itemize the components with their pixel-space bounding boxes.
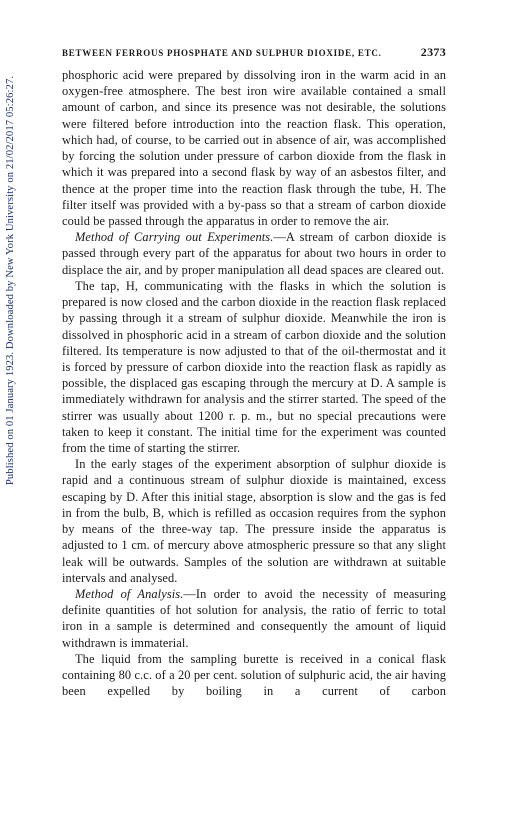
margin-download-notice — [4, 0, 18, 560]
section-heading-experiments: Method of Carrying out Experiments. — [75, 230, 274, 245]
paragraph-method-experiments — [62, 229, 446, 278]
section-heading-analysis: Method of Analysis. — [75, 587, 184, 601]
article-body — [62, 67, 446, 700]
page-header — [62, 45, 446, 61]
paragraph-sampling: The liquid from the sampling burette is received in a conical flask containing 80 c.c. of a 20 per cent. solution of sulphuric acid, the air having been expelled by boiling in a current of carbon — [62, 651, 446, 699]
paragraph-absorption: In the early stages of the experiment absorption of sulphur dioxide is rapid and a continuous stream of sulphur dioxide is maintained, excess escaping by D. After this initial stage, absorption is slow and the gas is fed in from the bulb, B, which is refilled as occasion requires from the syphon by means of the three-way tap. The pressure inside the apparatus is adjusted to 1 cm. of mercury above atmospheric pressure so that any slight leak will be outwards. Samples of the solution are withdrawn at suitable intervals and analysed. — [62, 457, 446, 585]
page-number: 2373 — [420, 45, 446, 59]
paragraph-procedure: The tap, H, communicating with the flasks in which the solution is prepared is now closed and the carbon dioxide in the reaction flask replaced by passing through it a stream of sulphur dioxide. Meanwhile the iron is dissolved in phosphoric acid in a stream of carbon dioxide and the solution filtered. Its temperature is now adjusted to that of the oil-thermostat and it is forced by pressure of carbon dioxide into the reaction flask as rapidly as possible, the displaced gas escaping through the mercury at D. A sample is immediately withdrawn for analysis and the stirrer started. The speed of the stirrer was usually about 1200 r. p. m., but no special precautions were taken to keep it constant. The initial time for the experiment was counted from the time of starting the stirrer. — [62, 278, 446, 456]
paragraph-apparatus-filter: phosphoric acid were prepared by dissolving iron in the warm acid in an oxygen-free atmosphere. The best iron wire available contained a small amount of carbon, and since its presence was not desirable, the solutions were filtered before introduction into the reaction flask. This operation, which had, of course, to be carried out in absence of air, was accomplished by forcing the solution under pressure of carbon dioxide from the flask in which it was prepared into a second flask by way of an asbestos filter, and thence at the proper time into the reaction flask through the tube, H. The filter itself was provided with a by-pass so that a stream of carbon dioxide could be passed through the apparatus in order to remove the air. — [62, 68, 446, 228]
margin-notice-text: Published on 01 January 1923. Downloaded by New York University on 21/02/2017 05:26:27. — [5, 75, 17, 485]
paragraph-method-analysis — [62, 586, 446, 651]
paragraph-method-analysis-text: —In order to avoid the necessity of measuring definite quantities of hot solution for analysis, the ratio of ferric to total iron in a sample is determined and consequently the amount of liquid withdrawn is immaterial. — [62, 587, 446, 650]
paragraph-method-experiments-text: —A stream of carbon dioxide is passed through every part of the apparatus for about two hours in order to displace the air, and by proper manipulation all dead spaces are cleared out. — [62, 230, 446, 277]
running-title: BETWEEN FERROUS PHOSPHATE AND SULPHUR DIOXIDE, ETC. — [62, 48, 382, 58]
